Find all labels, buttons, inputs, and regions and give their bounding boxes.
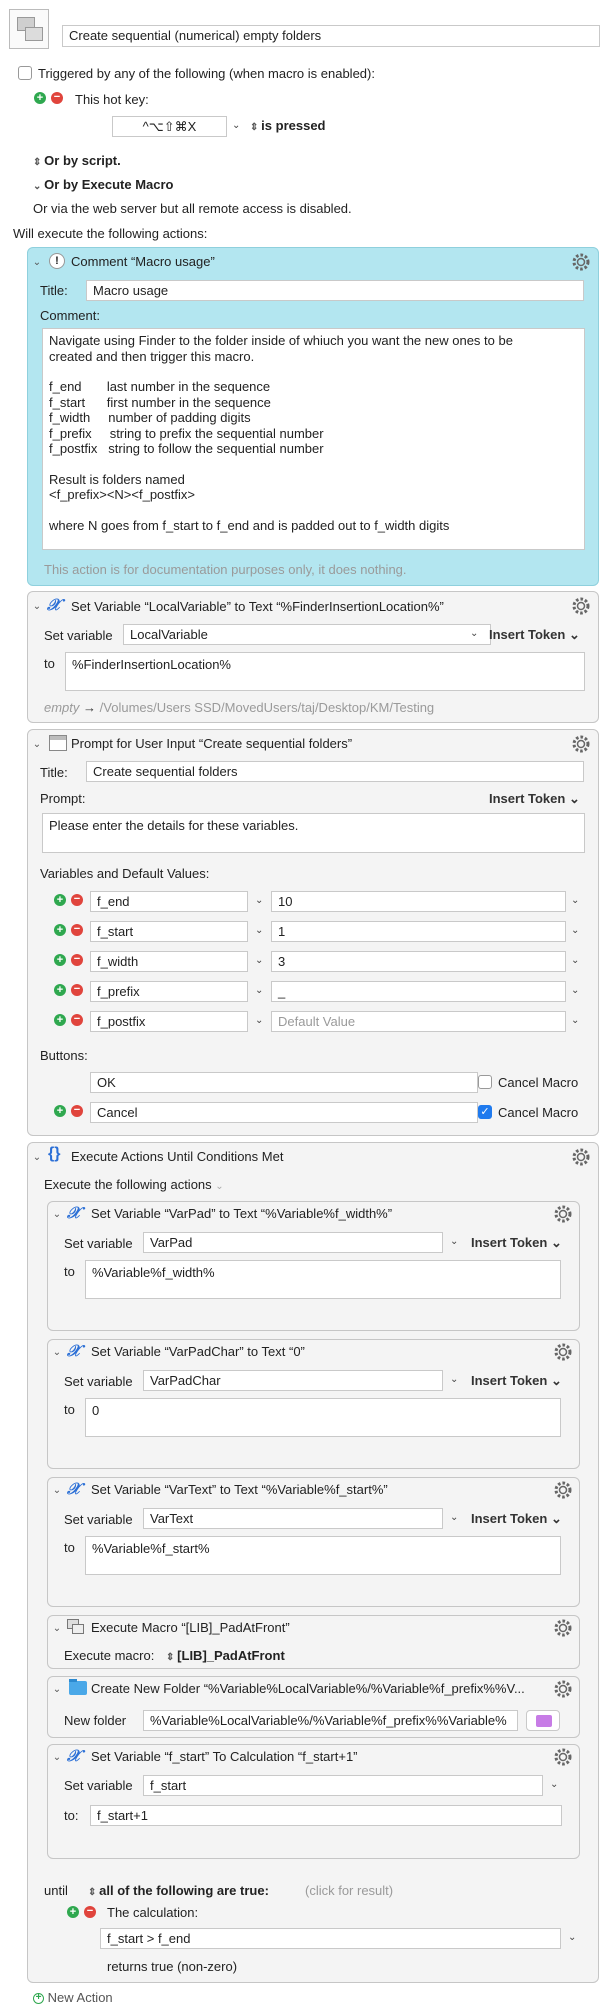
chevron-down-icon[interactable]: ⌄: [568, 1932, 577, 1943]
variable-value-field[interactable]: 0: [85, 1398, 561, 1437]
new-action-button[interactable]: [33, 1990, 113, 2005]
variable-name-field[interactable]: LocalVariable: [123, 624, 491, 645]
to-label: to: [64, 1402, 75, 1417]
set-variable-calc-action[interactable]: [47, 1744, 580, 1859]
new-action-label: New Action: [47, 1990, 113, 2005]
prompt-title-field[interactable]: Create sequential folders: [86, 761, 584, 782]
prompt-header: Prompt for User Input “Create sequential folders”: [71, 736, 353, 751]
calculation-label: The calculation:: [107, 1905, 199, 1920]
gear-icon[interactable]: [553, 1342, 573, 1362]
add-row-icon[interactable]: +: [54, 1014, 66, 1026]
comment-line: Result is folders named: [49, 471, 185, 487]
remove-condition-icon[interactable]: −: [84, 1906, 96, 1918]
comment-line: where N goes from f_start to f_end and is padded out to f_width digits: [49, 517, 450, 533]
cancel-macro-checkbox[interactable]: [478, 1075, 492, 1089]
set-variable-label: Set variable: [64, 1512, 133, 1527]
remove-row-icon[interactable]: −: [71, 924, 83, 936]
setvar-header: Set Variable “LocalVariable” to Text “%FinderInsertionLocation%”: [71, 599, 444, 614]
variable-value-field[interactable]: %Variable%f_start%: [85, 1536, 561, 1575]
chevron-down-icon[interactable]: ⌄: [571, 955, 580, 966]
remove-row-icon[interactable]: −: [71, 1014, 83, 1026]
arrow-icon: →: [83, 700, 97, 715]
or-by-execute-label: Or by Execute Macro: [44, 177, 174, 192]
set-variable-action[interactable]: [47, 1201, 580, 1331]
chevron-down-icon[interactable]: ⌄: [32, 257, 42, 268]
comment-line: <f_prefix><N><f_postfix>: [49, 487, 195, 502]
comment-footer: This action is for documentation purposes only, it does nothing.: [44, 562, 407, 577]
window-icon: [49, 735, 67, 751]
hotkey-mode[interactable]: [250, 118, 326, 133]
braces-icon: {}: [48, 1145, 61, 1162]
cancel-macro-label: Cancel Macro: [498, 1075, 579, 1090]
chevron-down-icon[interactable]: ⌄: [470, 628, 479, 639]
setvar-header: Set Variable “VarText” to Text “%Variable%f_start%”: [91, 1482, 388, 1497]
chevron-down-icon[interactable]: ⌄: [32, 601, 42, 612]
execute-macro-label: Execute macro:: [64, 1648, 155, 1663]
remove-row-icon[interactable]: −: [71, 984, 83, 996]
insert-token-button[interactable]: Insert Token ⌄: [471, 1235, 562, 1250]
chevron-down-icon[interactable]: ⌄: [571, 925, 580, 936]
button-name-field[interactable]: OK: [90, 1072, 478, 1093]
add-trigger-icon[interactable]: +: [34, 92, 46, 104]
chevron-down-icon[interactable]: ⌄: [550, 1779, 559, 1790]
remove-trigger-icon[interactable]: −: [51, 92, 63, 104]
chevron-down-icon[interactable]: ⌄: [571, 1015, 580, 1026]
until-header: Execute Actions Until Conditions Met: [71, 1149, 284, 1164]
chevron-down-icon[interactable]: ⌄: [52, 1684, 62, 1695]
chevron-down-icon: ⌄: [33, 181, 45, 192]
gear-icon[interactable]: [571, 252, 591, 272]
or-by-script-label: Or by script.: [44, 153, 121, 168]
updown-icon: ⇕: [250, 122, 262, 133]
hotkey-dropdown-icon[interactable]: ⌄: [232, 120, 241, 131]
variables-label: Variables and Default Values:: [40, 866, 210, 881]
macro-icon: [9, 9, 49, 49]
gear-icon[interactable]: [571, 734, 591, 754]
insert-token-button[interactable]: Insert Token ⌄: [489, 627, 580, 642]
folder-icon: [536, 1715, 552, 1727]
chevron-down-icon[interactable]: ⌄: [255, 1015, 264, 1026]
until-action[interactable]: [27, 1142, 599, 1983]
comment-title-field[interactable]: Macro usage: [86, 280, 584, 301]
set-variable-label: Set variable: [64, 1236, 133, 1251]
chevron-down-icon[interactable]: ⌄: [255, 955, 264, 966]
new-folder-path-field[interactable]: %Variable%LocalVariable%/%Variable%f_prefix%%Variable%: [143, 1710, 518, 1731]
plus-circle-icon: +: [33, 1993, 44, 2004]
variable-x-icon: 𝒳: [67, 1479, 81, 1498]
or-by-execute-macro[interactable]: [33, 177, 174, 192]
or-by-script[interactable]: [33, 153, 121, 168]
condition-mode-label: all of the following are true:: [99, 1883, 269, 1898]
cancel-macro-checkbox[interactable]: [478, 1105, 492, 1119]
trigger-header: Triggered by any of the following (when macro is enabled):: [38, 66, 375, 81]
variable-name-field[interactable]: VarPad: [143, 1232, 443, 1253]
chevron-down-icon[interactable]: ⌄: [450, 1512, 459, 1523]
variable-value-field[interactable]: %FinderInsertionLocation%: [65, 652, 585, 691]
chevron-down-icon[interactable]: ⌄: [255, 985, 264, 996]
execute-following-label[interactable]: Execute the following actions ⌄: [44, 1177, 224, 1192]
variable-name-field[interactable]: f_prefix: [90, 981, 248, 1002]
comment-line: Navigate using Finder to the folder inside of whiuch you want the new ones to be: [49, 333, 513, 348]
cancel-macro-label: Cancel Macro: [498, 1105, 579, 1120]
hotkey-field[interactable]: ^⌥⇧⌘X: [112, 116, 227, 137]
title-label: Title:: [40, 283, 68, 298]
exec-macro-header: Execute Macro “[LIB]_PadAtFront”: [91, 1620, 290, 1635]
variable-name-field[interactable]: f_start: [90, 921, 248, 942]
default-value-field[interactable]: 3: [271, 951, 566, 972]
title-label: Title:: [40, 765, 68, 780]
chevron-down-icon[interactable]: ⌄: [52, 1485, 62, 1496]
chevron-down-icon[interactable]: ⌄: [255, 895, 264, 906]
chevron-down-icon[interactable]: ⌄: [450, 1374, 459, 1385]
remove-row-icon[interactable]: −: [71, 894, 83, 906]
comment-line: f_start first number in the sequence: [49, 394, 271, 410]
chevron-down-icon[interactable]: ⌄: [52, 1752, 62, 1763]
will-execute-label: Will execute the following actions:: [13, 226, 208, 241]
default-value-field[interactable]: 10: [271, 891, 566, 912]
variable-name-field[interactable]: f_postfix: [90, 1011, 248, 1032]
variable-name-field[interactable]: VarPadChar: [143, 1370, 443, 1391]
chevron-down-icon[interactable]: ⌄: [52, 1623, 62, 1634]
to-label: to: [64, 1264, 75, 1279]
comment-line: [49, 364, 578, 379]
gear-icon[interactable]: [553, 1747, 573, 1767]
execute-macro-action[interactable]: [47, 1615, 580, 1669]
add-row-icon[interactable]: +: [54, 984, 66, 996]
comment-action[interactable]: [27, 247, 599, 586]
setvar-calc-header: Set Variable “f_start” To Calculation “f_start+1”: [91, 1749, 358, 1764]
insert-token-button[interactable]: Insert Token ⌄: [471, 1511, 562, 1526]
comment-line: f_width number of padding digits: [49, 410, 251, 425]
hotkey-label: This hot key:: [75, 92, 149, 107]
comment-line: f_end last number in the sequence: [49, 379, 271, 394]
to-label: to: [64, 1540, 75, 1555]
variable-x-icon: 𝒳: [47, 595, 61, 614]
button-name-field[interactable]: Cancel: [90, 1102, 478, 1123]
warning-icon: !: [49, 253, 65, 269]
new-folder-header: Create New Folder “%Variable%LocalVariable%/%Variable%f_prefix%%V...: [91, 1681, 525, 1696]
chevron-down-icon[interactable]: ⌄: [32, 1152, 42, 1163]
comment-line: created and then trigger this macro.: [49, 348, 255, 364]
insert-token-button[interactable]: Insert Token ⌄: [489, 791, 580, 806]
default-value-field[interactable]: _: [271, 981, 566, 1002]
variable-value-field[interactable]: %Variable%f_width%: [85, 1260, 561, 1299]
to-label: to: [44, 656, 55, 671]
click-for-result-link[interactable]: (click for result): [305, 1883, 394, 1898]
comment-label: Comment:: [40, 308, 100, 323]
trigger-checkbox[interactable]: [18, 66, 32, 80]
gear-icon[interactable]: [553, 1618, 573, 1638]
buttons-label: Buttons:: [40, 1048, 88, 1063]
default-value-field[interactable]: 1: [271, 921, 566, 942]
set-variable-label: Set variable: [64, 1778, 133, 1793]
add-button-icon[interactable]: +: [54, 1105, 66, 1117]
remove-button-icon[interactable]: −: [71, 1105, 83, 1117]
preview-path: /Volumes/Users SSD/MovedUsers/taj/Desktop/KM/Testing: [99, 700, 435, 715]
setvar-header: Set Variable “VarPad” to Text “%Variable%f_width%”: [91, 1206, 393, 1221]
set-variable-action[interactable]: [27, 591, 599, 723]
condition-mode-selector[interactable]: [88, 1883, 269, 1898]
macro-selector-label: [LIB]_PadAtFront: [177, 1648, 285, 1663]
checkmark-icon: ✓: [480, 1106, 490, 1118]
web-server-note: Or via the web server but all remote access is disabled.: [33, 201, 352, 216]
variable-name-field[interactable]: VarText: [143, 1508, 443, 1529]
macro-selector[interactable]: [166, 1648, 285, 1663]
updown-icon: ⇕: [33, 157, 45, 168]
setvar-header: Set Variable “VarPadChar” to Text “0”: [91, 1344, 305, 1359]
calculation-field[interactable]: f_start+1: [90, 1805, 562, 1826]
gear-icon[interactable]: [553, 1679, 573, 1699]
set-variable-label: Set variable: [64, 1374, 133, 1389]
folder-icon: [69, 1681, 87, 1695]
chevron-down-icon[interactable]: ⌄: [32, 739, 42, 750]
chevron-down-icon[interactable]: ⌄: [52, 1209, 62, 1220]
returns-label: returns true (non-zero): [107, 1959, 238, 1974]
updown-icon: ⇕: [88, 1887, 100, 1898]
variable-x-icon: 𝒳: [67, 1341, 81, 1360]
gear-icon[interactable]: [553, 1480, 573, 1500]
comment-header: Comment “Macro usage”: [71, 254, 215, 269]
comment-line: f_postfix string to follow the sequential number: [49, 441, 324, 456]
gear-icon[interactable]: [553, 1204, 573, 1224]
chevron-down-icon: ⌄: [215, 1181, 224, 1192]
updown-icon: ⇕: [166, 1652, 178, 1663]
comment-text-area[interactable]: [42, 328, 585, 550]
remove-row-icon[interactable]: −: [71, 954, 83, 966]
hotkey-mode-label: is pressed: [261, 118, 326, 133]
variable-x-icon: 𝒳: [67, 1746, 81, 1765]
preview-line: [44, 700, 434, 715]
default-value-field[interactable]: Default Value: [271, 1011, 566, 1032]
folder-picker-button[interactable]: [526, 1710, 560, 1731]
new-folder-label: New folder: [64, 1713, 127, 1728]
variable-x-icon: 𝒳: [67, 1203, 81, 1222]
set-variable-action[interactable]: [47, 1339, 580, 1469]
until-label: until: [44, 1883, 68, 1898]
prompt-label: Prompt:: [40, 791, 86, 806]
chevron-down-icon[interactable]: ⌄: [571, 985, 580, 996]
add-row-icon[interactable]: +: [54, 924, 66, 936]
chevron-down-icon[interactable]: ⌄: [571, 895, 580, 906]
add-condition-icon[interactable]: +: [67, 1906, 79, 1918]
condition-calculation-field[interactable]: f_start > f_end: [100, 1928, 561, 1949]
chevron-down-icon[interactable]: ⌄: [255, 925, 264, 936]
create-folder-action[interactable]: [47, 1676, 580, 1738]
prompt-user-input-action[interactable]: [27, 729, 599, 1136]
preview-empty: empty: [44, 700, 80, 715]
macro-name-field[interactable]: Create sequential (numerical) empty folders: [62, 25, 600, 47]
add-row-icon[interactable]: +: [54, 954, 66, 966]
to-label: to:: [64, 1808, 79, 1823]
set-variable-action[interactable]: [47, 1477, 580, 1607]
set-variable-label: Set variable: [44, 628, 113, 643]
variable-name-field[interactable]: f_end: [90, 891, 248, 912]
chevron-down-icon[interactable]: ⌄: [52, 1347, 62, 1358]
insert-token-button[interactable]: Insert Token ⌄: [471, 1373, 562, 1388]
chevron-down-icon[interactable]: ⌄: [450, 1236, 459, 1247]
gear-icon[interactable]: [571, 1147, 591, 1167]
comment-line: [49, 457, 578, 472]
variable-name-field[interactable]: f_start: [143, 1775, 543, 1796]
macro-stack-icon: [67, 1619, 85, 1635]
add-row-icon[interactable]: +: [54, 894, 66, 906]
gear-icon[interactable]: [571, 596, 591, 616]
prompt-text-field[interactable]: Please enter the details for these variables.: [42, 813, 585, 853]
comment-line: f_prefix string to prefix the sequential number: [49, 425, 324, 441]
comment-line: [49, 503, 578, 518]
variable-name-field[interactable]: f_width: [90, 951, 248, 972]
